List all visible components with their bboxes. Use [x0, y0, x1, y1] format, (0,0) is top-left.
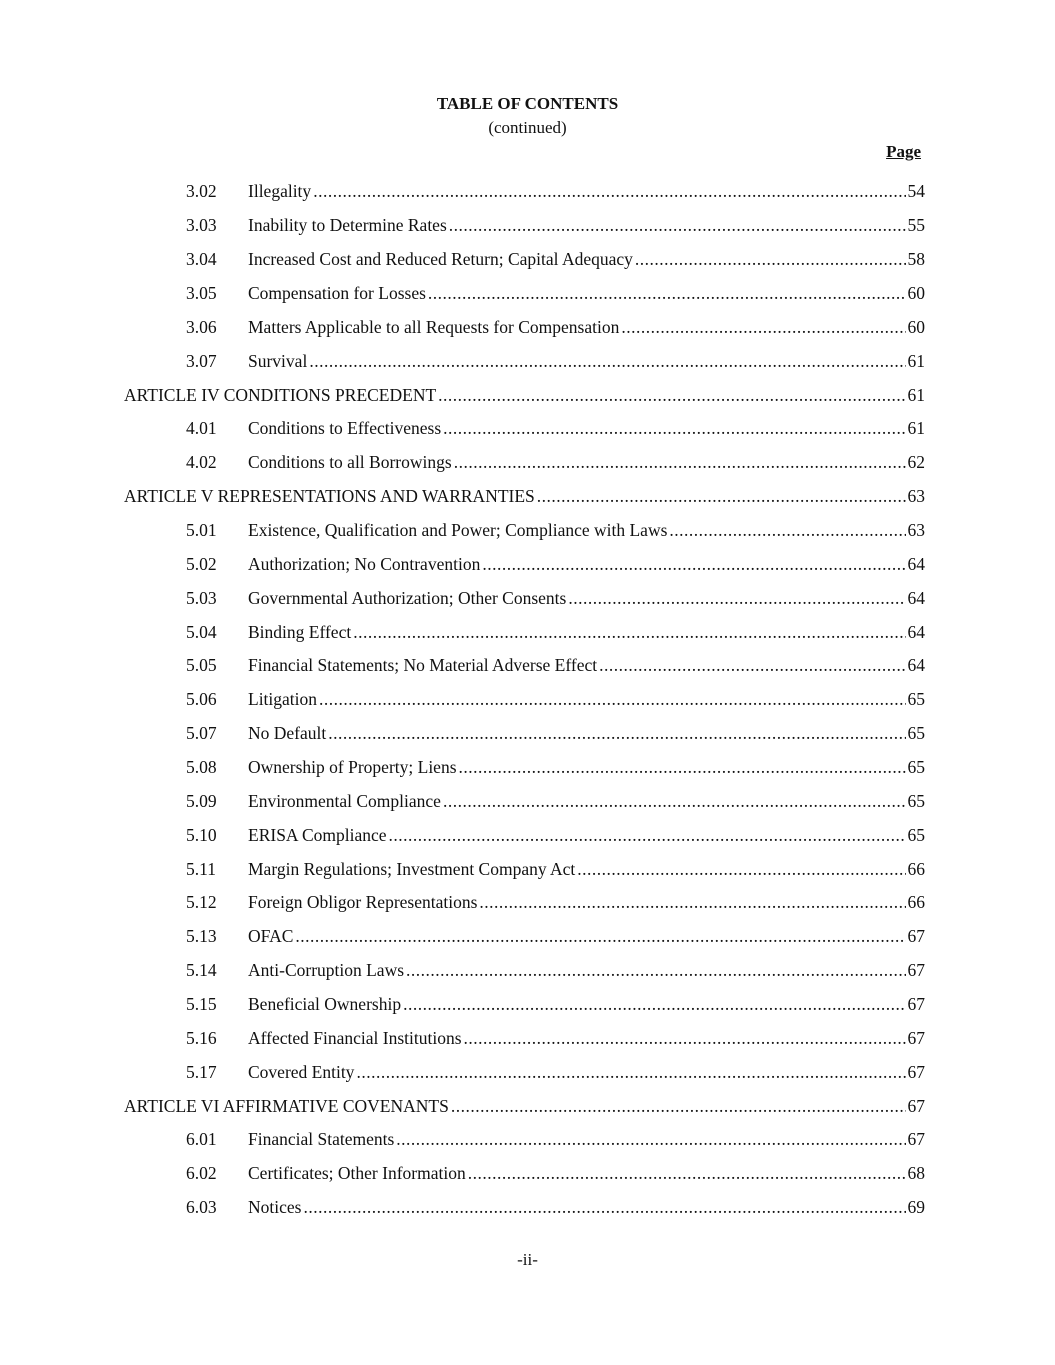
entry-title: ERISA Compliance [248, 824, 387, 845]
entry-page-number: 65 [907, 689, 925, 710]
toc-section-entry[interactable] [124, 751, 925, 785]
toc-section-entry[interactable] [124, 175, 925, 209]
dot-leader [309, 351, 905, 372]
entry-title: Foreign Obligor Representations [248, 892, 478, 913]
entry-page-number: 63 [907, 486, 925, 507]
dot-leader [403, 994, 905, 1015]
toc-section-entry[interactable] [124, 784, 925, 818]
entry-title: Existence, Qualification and Power; Compliance with Laws [248, 520, 668, 541]
entry-title: Margin Regulations; Investment Company Act [248, 858, 576, 879]
dot-leader [303, 1197, 905, 1218]
section-number: 5.15 [186, 994, 217, 1015]
toc-section-entry[interactable] [124, 1157, 925, 1191]
dot-leader [313, 181, 905, 202]
toc-title: TABLE OF CONTENTS [436, 94, 619, 113]
entry-title: Matters Applicable to all Requests for Compensation [248, 316, 620, 337]
entry-page-number: 64 [907, 655, 925, 676]
section-number: 5.04 [186, 621, 217, 642]
entry-page-number: 58 [907, 249, 925, 270]
toc-section-entry[interactable] [124, 310, 925, 344]
entry-title: Conditions to all Borrowings [248, 452, 452, 473]
dot-leader [396, 1129, 905, 1150]
entry-page-number: 68 [907, 1163, 925, 1184]
entry-page-number: 65 [907, 824, 925, 845]
section-number: 5.08 [186, 757, 217, 778]
entry-page-number: 67 [907, 960, 925, 981]
toc-article-entry[interactable] [124, 1089, 925, 1123]
entry-page-number: 61 [907, 384, 925, 405]
dot-leader [482, 554, 905, 575]
entry-page-number: 65 [907, 723, 925, 744]
section-number: 5.13 [186, 926, 217, 947]
section-number: 4.02 [186, 452, 217, 473]
dot-leader [479, 892, 905, 913]
dot-leader [621, 317, 905, 338]
entry-title: Financial Statements; No Material Adverse Effect [248, 655, 598, 676]
toc-article-entry[interactable] [124, 378, 925, 412]
toc-section-entry[interactable] [124, 818, 925, 852]
dot-leader [356, 1062, 905, 1083]
section-number: 3.05 [186, 283, 217, 303]
entry-title: Anti-Corruption Laws [248, 960, 405, 981]
section-number: 3.03 [186, 215, 217, 236]
toc-section-entry[interactable] [124, 988, 925, 1022]
section-number: 6.03 [186, 1197, 217, 1218]
entry-title: OFAC [248, 926, 294, 947]
entry-page-number: 69 [907, 1197, 925, 1218]
toc-section-entry[interactable] [124, 954, 925, 988]
dot-leader [468, 1163, 906, 1184]
entry-title: No Default [248, 723, 327, 744]
section-number: 3.02 [186, 181, 217, 202]
section-number: 5.03 [186, 587, 217, 608]
dot-leader [406, 960, 905, 981]
toc-entries [124, 175, 925, 1225]
entry-title: Environmental Compliance [248, 790, 441, 811]
entry-page-number: 64 [907, 553, 925, 574]
section-number: 5.10 [186, 824, 217, 845]
dot-leader [295, 926, 905, 947]
entry-page-number: 66 [907, 858, 925, 879]
toc-section-entry[interactable] [124, 1191, 925, 1225]
entry-page-number: 64 [907, 621, 925, 642]
section-number: 3.07 [186, 350, 217, 371]
toc-section-entry[interactable] [124, 446, 925, 480]
entry-page-number: 54 [907, 181, 925, 202]
entry-title: Illegality [248, 181, 312, 202]
section-number: 5.02 [186, 553, 217, 574]
page-number: -ii- [517, 1250, 538, 1269]
entry-title: Increased Cost and Reduced Return; Capital Adequacy [248, 249, 633, 270]
entry-title: Survival [248, 350, 308, 371]
dot-leader [449, 215, 906, 236]
section-number: 5.01 [186, 520, 217, 541]
entry-page-number: 67 [907, 1129, 925, 1150]
entry-page-number: 67 [907, 994, 925, 1015]
entry-title: Financial Statements [248, 1129, 395, 1150]
section-number: 5.16 [186, 1027, 217, 1048]
entry-title: Compensation for Losses [248, 283, 426, 303]
dot-leader [353, 622, 905, 643]
entry-page-number: 64 [907, 587, 925, 608]
toc-section-entry[interactable] [124, 514, 925, 548]
entry-page-number: 66 [907, 892, 925, 913]
dot-leader [454, 452, 906, 473]
entry-page-number: 60 [907, 316, 925, 337]
section-number: 5.17 [186, 1061, 217, 1082]
toc-section-entry[interactable] [124, 1021, 925, 1055]
entry-page-number: 65 [907, 790, 925, 811]
toc-section-entry[interactable] [124, 412, 925, 446]
toc-section-entry[interactable] [124, 717, 925, 751]
entry-title: Covered Entity [248, 1061, 355, 1082]
entry-page-number: 61 [907, 350, 925, 371]
toc-section-entry[interactable] [124, 615, 925, 649]
entry-title: ARTICLE V REPRESENTATIONS AND WARRANTIES [124, 486, 535, 507]
entry-title: Conditions to Effectiveness [248, 418, 442, 439]
toc-section-entry[interactable] [124, 886, 925, 920]
toc-subtitle: (continued) [488, 118, 567, 137]
entry-page-number: 67 [907, 926, 925, 947]
entry-title: Notices [248, 1197, 302, 1218]
dot-leader [328, 723, 905, 744]
dot-leader [537, 486, 906, 507]
toc-section-entry[interactable] [124, 852, 925, 886]
entry-page-number: 63 [907, 520, 925, 541]
toc-section-entry[interactable] [124, 1123, 925, 1157]
toc-section-entry[interactable] [124, 243, 925, 277]
dot-leader [568, 588, 905, 609]
section-number: 3.04 [186, 249, 217, 270]
entry-page-number: 67 [907, 1095, 925, 1116]
dot-leader [443, 418, 905, 439]
dot-leader [459, 757, 906, 778]
entry-page-number: 61 [907, 418, 925, 439]
dot-leader [451, 1096, 906, 1117]
entry-page-number: 55 [907, 215, 925, 236]
dot-leader [438, 385, 905, 406]
section-number: 5.09 [186, 790, 217, 811]
section-number: 5.06 [186, 689, 217, 710]
dot-leader [599, 655, 905, 676]
entry-title: ARTICLE IV CONDITIONS PRECEDENT [124, 384, 437, 405]
entry-title: Governmental Authorization; Other Consents [248, 587, 567, 608]
section-number: 5.07 [186, 723, 217, 744]
toc-section-entry[interactable] [124, 581, 925, 615]
toc-section-entry[interactable] [124, 209, 925, 243]
dot-leader [389, 825, 906, 846]
dot-leader [428, 283, 906, 304]
entry-title: Affected Financial Institutions [248, 1027, 462, 1048]
entry-title: Certificates; Other Information [248, 1163, 466, 1184]
entry-page-number: 67 [907, 1061, 925, 1082]
entry-title: Authorization; No Contravention [248, 553, 481, 574]
entry-title: Inability to Determine Rates [248, 215, 447, 236]
dot-leader [443, 791, 906, 812]
entry-page-number: 60 [907, 283, 925, 303]
dot-leader [669, 520, 905, 541]
toc-section-entry[interactable] [124, 683, 925, 717]
section-number: 5.14 [186, 960, 217, 981]
section-number: 5.05 [186, 655, 217, 676]
toc-section-entry[interactable] [124, 547, 925, 581]
entry-title: ARTICLE VI AFFIRMATIVE COVENANTS [124, 1095, 449, 1116]
toc-article-entry[interactable] [124, 480, 925, 514]
section-number: 4.01 [186, 418, 217, 439]
entry-title: Beneficial Ownership [248, 994, 402, 1015]
page-column-header: Page [886, 142, 921, 161]
toc-section-entry[interactable] [124, 277, 925, 311]
section-number: 6.02 [186, 1163, 217, 1184]
toc-section-entry[interactable] [124, 649, 925, 683]
dot-leader [464, 1028, 906, 1049]
toc-section-entry[interactable] [124, 344, 925, 378]
entry-page-number: 62 [907, 452, 925, 473]
entry-title: Binding Effect [248, 621, 352, 642]
entry-title: Ownership of Property; Liens [248, 757, 457, 778]
toc-section-entry[interactable] [124, 920, 925, 954]
entry-title: Litigation [248, 689, 318, 710]
entry-page-number: 65 [907, 757, 925, 778]
toc-section-entry[interactable] [124, 1055, 925, 1089]
dot-leader [319, 689, 905, 710]
section-number: 5.12 [186, 892, 217, 913]
section-number: 5.11 [186, 858, 216, 879]
section-number: 6.01 [186, 1129, 217, 1150]
dot-leader [577, 859, 905, 880]
section-number: 3.06 [186, 316, 217, 337]
dot-leader [635, 249, 906, 270]
entry-page-number: 67 [907, 1027, 925, 1048]
